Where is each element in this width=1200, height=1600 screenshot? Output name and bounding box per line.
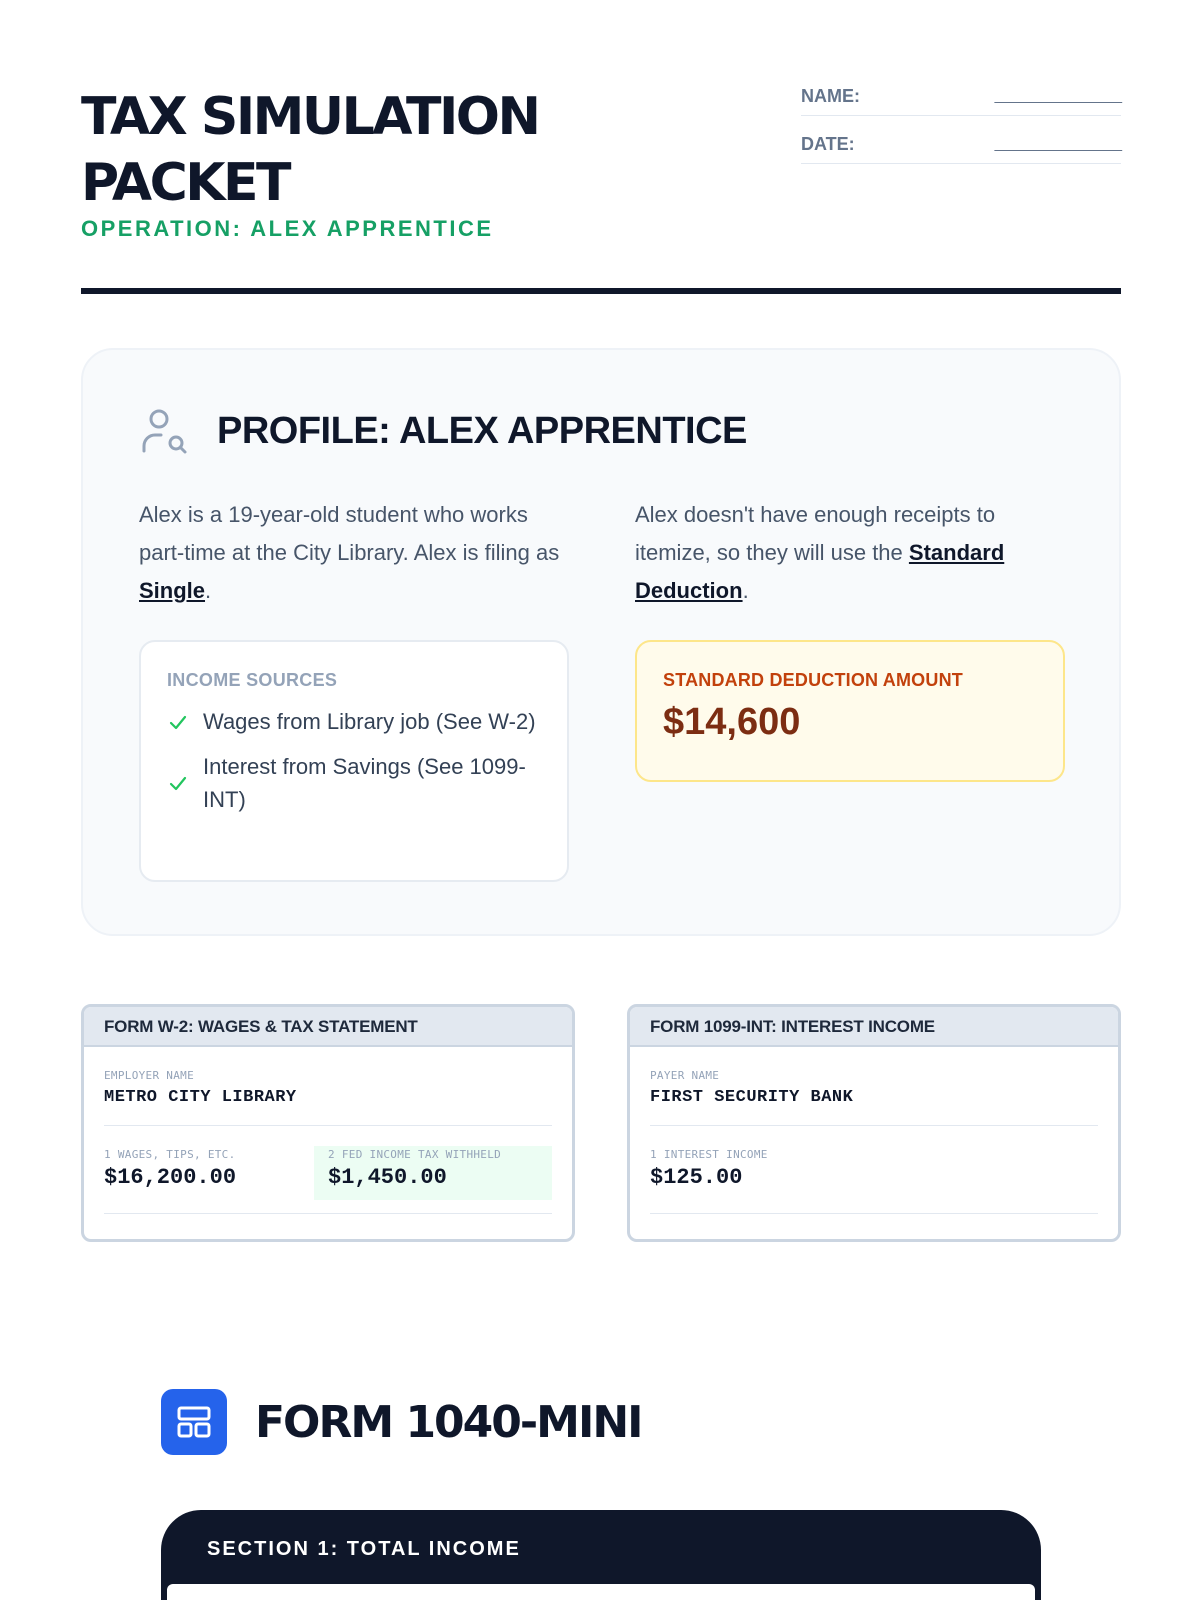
header-divider xyxy=(81,288,1121,294)
name-row[interactable] xyxy=(801,80,1121,116)
w2-form xyxy=(81,1004,575,1242)
withheld-label: 2 FED INCOME TAX WITHHELD xyxy=(328,1148,502,1161)
list-item xyxy=(167,705,541,738)
list-item xyxy=(167,750,541,816)
desc-text: Alex is a 19-year-old student who works part-time at the City Library. Alex is filing as xyxy=(139,502,560,565)
deduction-description xyxy=(635,496,1075,610)
interest-box xyxy=(650,1146,1098,1213)
w2-header: FORM W-2: WAGES & TAX STATEMENT xyxy=(84,1007,572,1047)
employer-value: METRO CITY LIBRARY xyxy=(104,1088,297,1107)
check-icon xyxy=(167,772,189,794)
interest-value: $125.00 xyxy=(650,1165,743,1190)
1099-int-form xyxy=(627,1004,1121,1242)
profile-description xyxy=(139,496,579,610)
interest-label: 1 INTEREST INCOME xyxy=(650,1148,768,1161)
form-1040-heading xyxy=(161,1389,642,1455)
packet-header xyxy=(81,80,1121,295)
payer-value: FIRST SECURITY BANK xyxy=(650,1088,854,1107)
deduction-type: Standard Deduction xyxy=(635,540,1005,603)
section-1-panel xyxy=(161,1510,1041,1600)
name-blank[interactable]: ________________ xyxy=(994,87,1121,104)
profile-heading xyxy=(139,406,747,456)
withheld-box xyxy=(314,1146,552,1200)
profile-card xyxy=(81,348,1121,936)
page-title xyxy=(81,84,641,216)
date-label: DATE: xyxy=(801,134,855,154)
income-sources-label: INCOME SOURCES xyxy=(167,670,338,690)
income-item-label: Interest from Savings (See 1099-INT) xyxy=(203,754,526,812)
employer-label: EMPLOYER NAME xyxy=(104,1069,194,1082)
wages-box xyxy=(104,1146,314,1213)
payer-label: PAYER NAME xyxy=(650,1069,720,1082)
standard-deduction-box xyxy=(635,640,1065,782)
layout-icon xyxy=(161,1389,227,1455)
deduction-label: STANDARD DEDUCTION AMOUNT xyxy=(663,670,963,690)
w2-amounts-row xyxy=(104,1126,552,1214)
desc-period: . xyxy=(205,578,212,603)
date-blank[interactable]: ________________ xyxy=(994,135,1121,152)
profile-title: PROFILE: ALEX APPRENTICE xyxy=(217,409,747,452)
deduction-text: Alex doesn't have enough receipts to itemize, so they will use the xyxy=(635,502,996,565)
wages-value: $16,200.00 xyxy=(104,1165,237,1190)
date-row[interactable] xyxy=(801,128,1121,164)
check-icon xyxy=(167,711,189,733)
deduction-amount: $14,600 xyxy=(663,701,801,743)
section-1-body xyxy=(167,1584,1035,1600)
deduction-period: . xyxy=(742,578,749,603)
income-sources-box xyxy=(139,640,569,882)
income-item-label: Wages from Library job (See W-2) xyxy=(203,709,536,734)
1099-amounts-row xyxy=(650,1126,1098,1214)
form-1040-title: FORM 1040-MINI xyxy=(255,1396,642,1448)
title-line-1: TAX SIMULATION xyxy=(81,87,539,147)
withheld-value: $1,450.00 xyxy=(328,1165,447,1190)
payer-field xyxy=(650,1047,1098,1126)
name-label: NAME: xyxy=(801,86,860,106)
1099-header: FORM 1099-INT: INTEREST INCOME xyxy=(630,1007,1118,1047)
filing-status: Single xyxy=(139,578,206,603)
student-info xyxy=(801,80,1121,176)
wages-label: 1 WAGES, TIPS, ETC. xyxy=(104,1148,236,1161)
user-search-icon xyxy=(139,406,189,456)
title-line-2: PACKET xyxy=(81,153,290,213)
section-1-title: SECTION 1: TOTAL INCOME xyxy=(207,1538,521,1560)
page-subtitle: OPERATION: ALEX APPRENTICE xyxy=(81,216,494,241)
employer-field xyxy=(104,1047,552,1126)
